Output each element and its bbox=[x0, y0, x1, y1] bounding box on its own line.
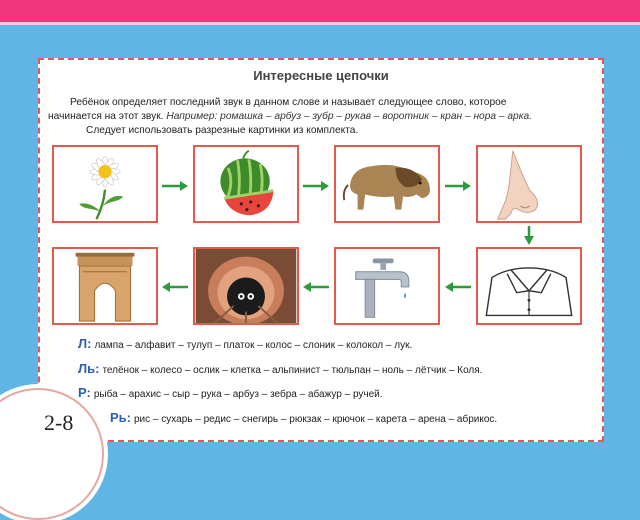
intro-line-2 bbox=[48, 110, 576, 124]
intro-line-1: Ребёнок определяет последний звук в данном слове и называет следующее слово, которое bbox=[70, 97, 507, 108]
rule-text: лампа – алфавит – тулуп – платок – колос – слоник – колокол – лук. bbox=[94, 340, 413, 351]
picture-watermelon bbox=[193, 145, 299, 223]
top-bar bbox=[0, 0, 640, 22]
rule-l-soft bbox=[78, 361, 482, 376]
watermelon-icon bbox=[195, 147, 297, 221]
bison-icon bbox=[336, 147, 438, 221]
shirt-collar-icon bbox=[478, 249, 580, 323]
rule-r-soft bbox=[110, 410, 497, 425]
page-title: Интересные цепочки bbox=[253, 68, 389, 83]
picture-faucet bbox=[334, 247, 440, 325]
intro-line-3: Следует использовать разрезные картинки из комплекта. bbox=[86, 125, 359, 136]
rule-text: рис – сухарь – редис – снегирь – рюкзак – крючок – карета – арена – абрикос. bbox=[134, 414, 498, 425]
picture-nose bbox=[476, 145, 582, 223]
arrow-left-1 bbox=[443, 281, 473, 293]
rule-text: рыба – арахис – сыр – рука – арбуз – зебра – абажур – ручей. bbox=[93, 389, 383, 400]
arrow-left-2 bbox=[301, 281, 331, 293]
arch-icon bbox=[54, 249, 156, 323]
arrow-right-1 bbox=[160, 180, 190, 192]
picture-shirt-collar bbox=[476, 247, 582, 325]
top-bar-stripe bbox=[0, 22, 640, 25]
rule-text: телёнок – колесо – ослик – клетка – альпинист – тюльпан – ноль – лётчик – Коля. bbox=[102, 365, 483, 376]
arrow-right-3 bbox=[443, 180, 473, 192]
rule-l bbox=[78, 336, 412, 351]
picture-burrow bbox=[193, 247, 299, 325]
arrow-right-2 bbox=[301, 180, 331, 192]
rule-key: Ль: bbox=[78, 361, 100, 376]
rule-key: Р: bbox=[78, 385, 91, 400]
daisy-icon bbox=[54, 147, 156, 221]
arrow-down bbox=[523, 226, 535, 246]
rule-r bbox=[78, 385, 383, 400]
burrow-icon bbox=[195, 249, 297, 323]
example-text: Например: ромашка – арбуз – зубр – рукав – воротник – кран – нора – арка. bbox=[166, 111, 533, 122]
nose-icon bbox=[478, 147, 580, 221]
picture-bison bbox=[334, 145, 440, 223]
page-number: 2-8 bbox=[44, 410, 74, 435]
picture-arch bbox=[52, 247, 158, 325]
picture-daisy bbox=[52, 145, 158, 223]
intro-line-2-text: начинается на этот звук. bbox=[48, 111, 167, 122]
faucet-icon bbox=[336, 249, 438, 323]
arrow-left-3 bbox=[160, 281, 190, 293]
rule-key: Рь: bbox=[110, 410, 131, 425]
rule-key: Л: bbox=[78, 336, 92, 351]
